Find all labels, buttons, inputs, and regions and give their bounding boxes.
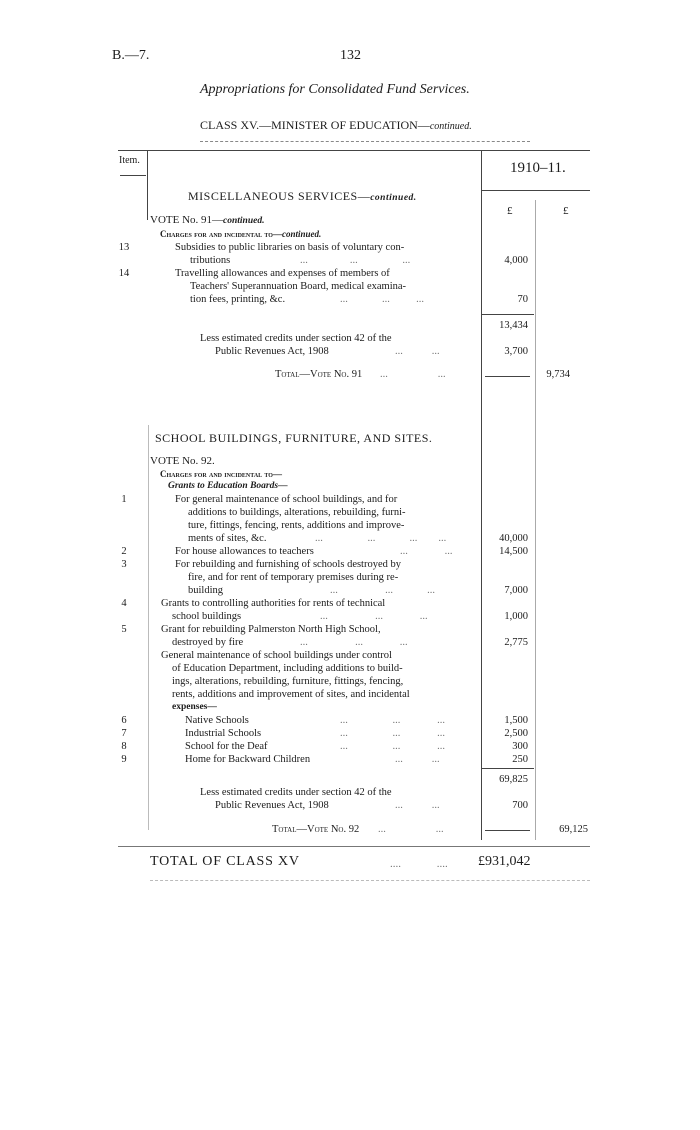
less-text: Less estimated credits under section 42 of the — [200, 787, 392, 798]
item-row — [0, 624, 700, 637]
item-row — [0, 242, 700, 255]
item-number: 1 — [121, 494, 127, 505]
year-column-header: 1910–11. — [510, 160, 566, 176]
sub-item-label: School for the Deaf — [185, 741, 268, 752]
general-text: rents, additions and improvement of sites, and incidental — [172, 689, 410, 700]
class-total-label: TOTAL OF CLASS XV — [150, 854, 300, 869]
general-row — [0, 689, 700, 702]
item-text: school buildings — [172, 611, 242, 622]
sub-item-row — [0, 754, 700, 767]
item-amount: 1,500 — [504, 715, 528, 726]
general-row — [0, 650, 700, 663]
item-text: Teachers' Superannuation Board, medical examina- — [190, 281, 407, 292]
top-rule — [118, 150, 590, 151]
item-amount: 2,500 — [504, 728, 528, 739]
grants-heading: Grants to Education Boards— — [168, 481, 288, 491]
leader-dots: ... ... ... — [330, 585, 435, 596]
item-text: For rebuilding and furnishing of schools destroyed by — [175, 559, 402, 570]
item-amount: 70 — [517, 294, 528, 305]
general-row — [0, 663, 700, 676]
general-text: ings, alterations, rebuilding, furniture, fittings, fencing, — [172, 676, 404, 687]
vote-total-rule — [485, 376, 530, 377]
leader-dots: ... ... — [380, 369, 446, 380]
item-row — [0, 637, 700, 650]
footer-rule — [150, 880, 590, 881]
subtotal-row — [0, 320, 700, 333]
subtotal-amount: 69,825 — [499, 774, 528, 785]
leader-dots: ... ... ... — [320, 611, 428, 622]
item-row — [0, 533, 700, 546]
less-amount: 3,700 — [504, 346, 528, 357]
leader-dots: ... ... ... — [340, 741, 445, 752]
item-amount: 4,000 — [504, 255, 528, 266]
item-row — [0, 611, 700, 624]
leader-dots: ... ... — [395, 346, 440, 357]
sub-item-label: Home for Backward Children — [185, 754, 311, 765]
item-text: building — [188, 585, 224, 596]
item-amount: 14,500 — [499, 546, 528, 557]
leader-dots: ... ... — [395, 800, 440, 811]
item-row — [0, 572, 700, 585]
misc-heading-cont: continued. — [370, 193, 417, 203]
leader-dots: ... ... ... — [300, 637, 408, 648]
general-row — [0, 676, 700, 689]
item-text: destroyed by fire — [172, 637, 244, 648]
item-text: ture, fittings, fencing, rents, additions and improve- — [188, 520, 405, 531]
leader-dots: ... ... ... — [340, 715, 445, 726]
item-text: fire, and for rent of temporary premises during re- — [188, 572, 399, 583]
item-amount: 40,000 — [499, 533, 528, 544]
item-number: 13 — [118, 242, 130, 253]
item-text: For house allowances to teachers — [175, 546, 314, 557]
vote-total-value: 9,734 — [546, 369, 570, 380]
item-row — [0, 507, 700, 520]
less-text: Less estimated credits under section 42 of the — [200, 333, 392, 344]
subtotal-row — [0, 774, 700, 787]
subtotal-rule — [482, 768, 534, 769]
less-row — [0, 787, 700, 800]
item-text: Grants to controlling authorities for rents of technical — [161, 598, 386, 609]
subtotal-rule — [482, 314, 534, 315]
item-header-rule — [120, 175, 146, 176]
vote-total-label: Total—Vote No. 92 — [272, 824, 360, 835]
misc-heading — [188, 189, 417, 204]
item-amount: 2,775 — [504, 637, 528, 648]
leader-dots: ... ... ... — [340, 728, 445, 739]
misc-heading-text: MISCELLANEOUS SERVICES— — [188, 189, 371, 203]
leader-dots: ... ... — [395, 754, 440, 765]
item-amount: 1,000 — [504, 611, 528, 622]
leader-dots: .... .... — [390, 858, 448, 870]
item-amount: 250 — [512, 754, 528, 765]
vote-91-charges — [160, 229, 321, 239]
class-total-value: £931,042 — [478, 854, 531, 869]
leader-dots: ... ... ... — [300, 255, 411, 266]
vote-total-label: Total—Vote No. 91 — [275, 369, 363, 380]
item-number: 3 — [121, 559, 127, 570]
class-heading-text: CLASS XV.—MINISTER OF EDUCATION— — [200, 118, 430, 132]
less-row — [0, 346, 700, 359]
vote-total-row — [0, 369, 700, 382]
pound-sign-1: £ — [507, 205, 513, 217]
item-text: Travelling allowances and expenses of members of — [175, 268, 390, 279]
sub-item-row — [0, 741, 700, 754]
class-total-rule — [118, 846, 590, 847]
item-text: Grant for rebuilding Palmerston North High School, — [161, 624, 381, 635]
vote-92-charges: Charges for and incidental to— — [160, 469, 282, 479]
item-text: additions to buildings, alterations, rebuilding, furni- — [188, 507, 406, 518]
less-row — [0, 333, 700, 346]
leader-dots: ... ... ... — [340, 294, 424, 305]
vote-total-row — [0, 824, 700, 837]
vote-91-charges-text: Charges for and incidental to— — [160, 229, 282, 239]
less-text: Public Revenues Act, 1908 — [215, 800, 329, 811]
item-row — [0, 294, 700, 307]
item-number: 4 — [121, 598, 127, 609]
item-number: 2 — [121, 546, 127, 557]
item-row — [0, 268, 700, 281]
item-number: 9 — [121, 754, 127, 765]
item-row — [0, 598, 700, 611]
item-text: ments of sites, &c. — [188, 533, 267, 544]
item-number: 5 — [121, 624, 127, 635]
less-row — [0, 800, 700, 813]
item-number: 14 — [118, 268, 130, 279]
vote-91-charges-cont: continued. — [281, 229, 322, 239]
item-row — [0, 281, 700, 294]
page-title: Appropriations for Consolidated Fund Services. — [200, 82, 470, 97]
item-row — [0, 494, 700, 507]
year-header-rule — [482, 190, 590, 191]
sub-item-row — [0, 728, 700, 741]
vote-total-rule — [485, 830, 530, 831]
vote-91-cont: continued. — [223, 216, 265, 226]
item-column-header: Item. — [119, 155, 140, 166]
item-number: 6 — [121, 715, 127, 726]
sub-item-label: Native Schools — [185, 715, 249, 726]
item-column-divider — [147, 150, 148, 220]
less-amount: 700 — [512, 800, 528, 811]
sub-item-label: Industrial Schools — [185, 728, 262, 739]
class-heading — [200, 118, 472, 133]
item-row — [0, 585, 700, 598]
less-text: Public Revenues Act, 1908 — [215, 346, 329, 357]
general-row — [0, 702, 700, 715]
pound-sign-2: £ — [563, 205, 569, 217]
sub-item-row — [0, 715, 700, 728]
heading-rule — [200, 141, 530, 142]
item-text: For general maintenance of school buildings, and for — [175, 494, 398, 505]
item-row — [0, 559, 700, 572]
item-amount: 300 — [512, 741, 528, 752]
item-row — [0, 546, 700, 559]
item-text: tion fees, printing, &c. — [190, 294, 286, 305]
item-text: Subsidies to public libraries on basis of voluntary con- — [175, 242, 405, 253]
item-number: 8 — [121, 741, 127, 752]
school-heading: SCHOOL BUILDINGS, FURNITURE, AND SITES. — [155, 431, 433, 445]
general-text: of Education Department, including additions to build- — [172, 663, 403, 674]
subtotal-amount: 13,434 — [499, 320, 528, 331]
leader-dots: ... ... — [400, 546, 453, 557]
vote-91-text: VOTE No. 91— — [150, 214, 224, 226]
general-text: expenses— — [172, 702, 217, 712]
item-number: 7 — [121, 728, 127, 739]
series-code: B.—7. — [112, 48, 150, 63]
item-amount: 7,000 — [504, 585, 528, 596]
item-row — [0, 520, 700, 533]
general-text: General maintenance of school buildings under control — [161, 650, 392, 661]
page-number: 132 — [340, 48, 361, 63]
leader-dots: ... ... — [378, 824, 444, 835]
vote-91-heading — [150, 214, 264, 226]
leader-dots: ... ... ... ... — [315, 533, 447, 544]
vote-92-heading: VOTE No. 92. — [150, 455, 215, 467]
class-heading-cont: continued. — [429, 121, 472, 132]
item-row — [0, 255, 700, 268]
item-text: tributions — [190, 255, 231, 266]
vote-total-value: 69,125 — [559, 824, 588, 835]
